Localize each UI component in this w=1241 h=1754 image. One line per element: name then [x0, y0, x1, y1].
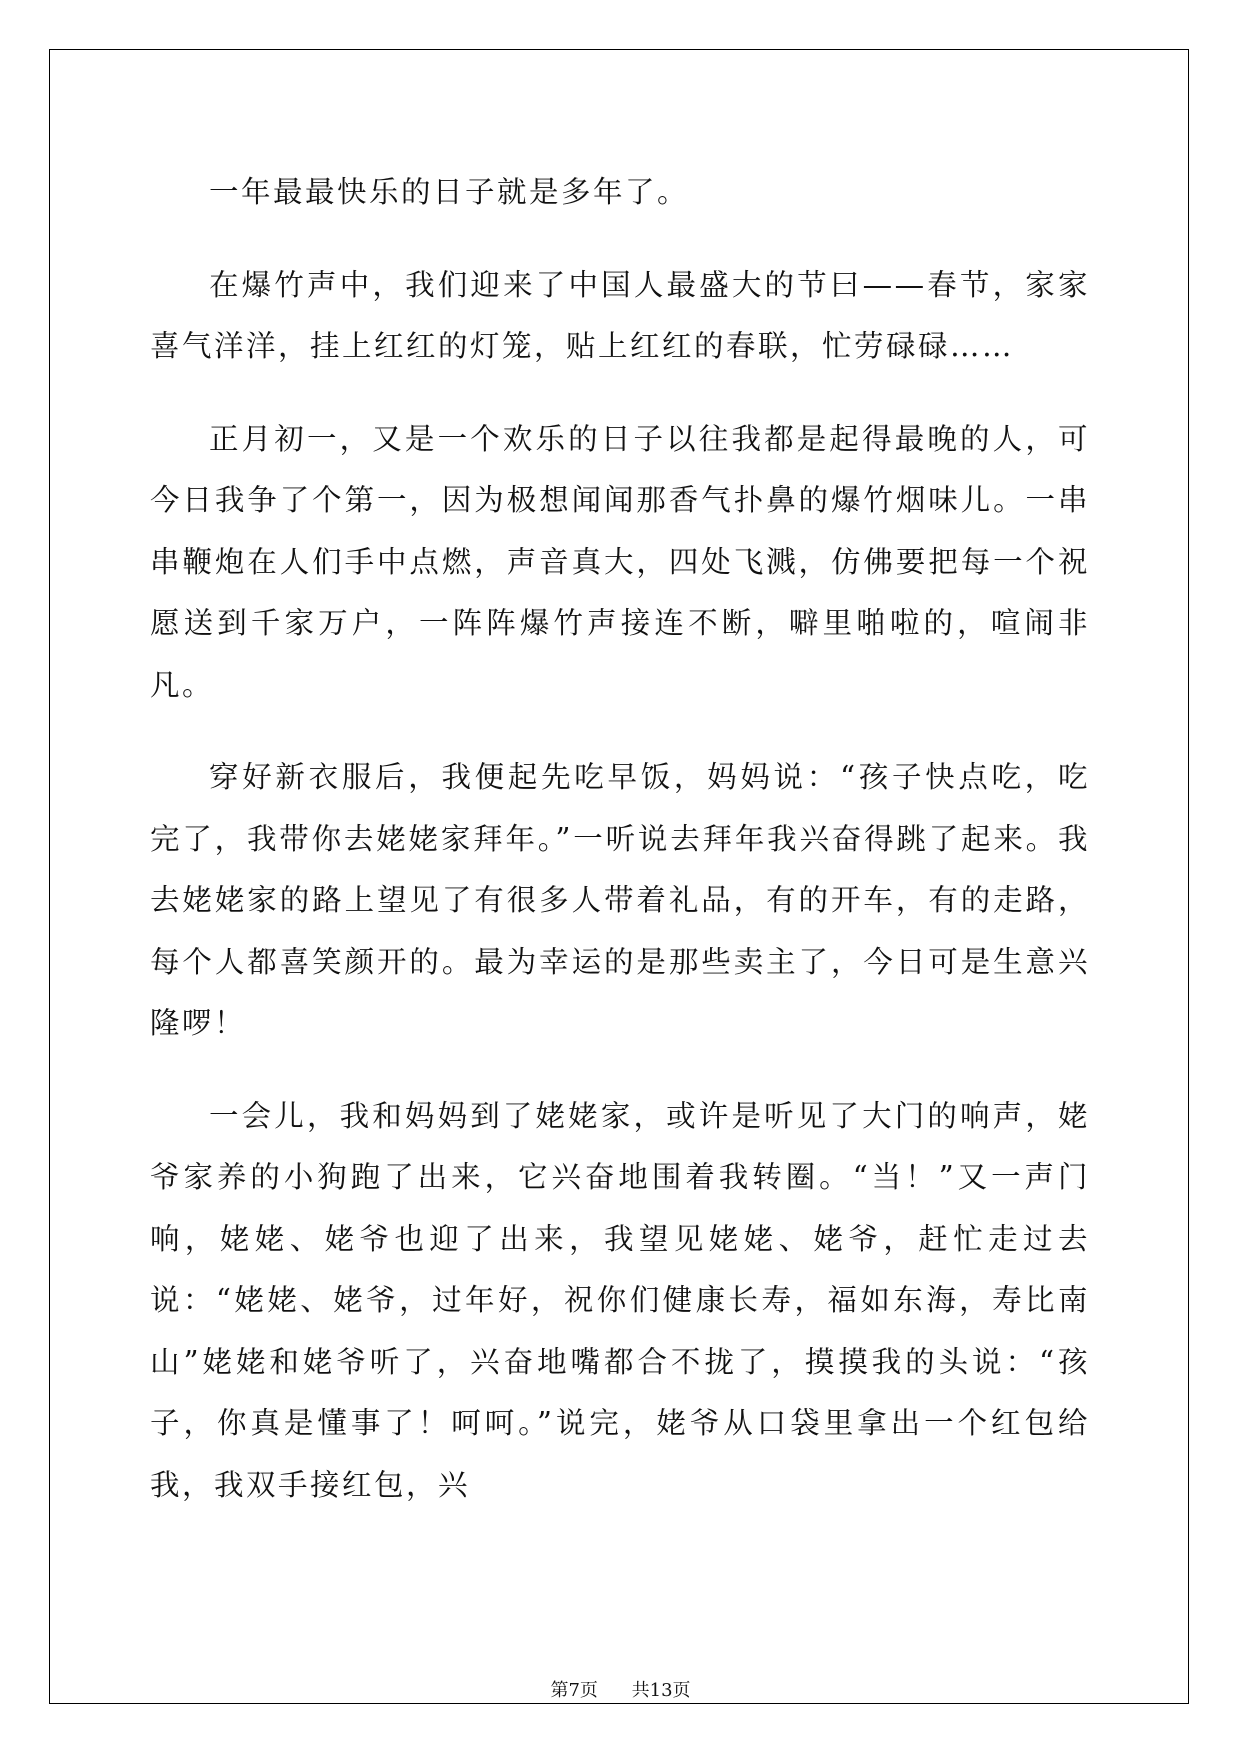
- paragraph: 正月初一，又是一个欢乐的日子以往我都是起得最晚的人，可今日我争了个第一，因为极想闻闻那香气扑鼻的爆竹烟味儿。一串串鞭炮在人们手中点燃，声音真大，四处飞溅，仿佛要把每一个祝愿送到千家万户，一阵阵爆竹声接连不断，噼里啪啦的，喧闹非凡。: [150, 421, 1090, 702]
- page-number: 第7页: [550, 1680, 598, 1701]
- paragraph: 一会儿，我和妈妈到了姥姥家，或许是听见了大门的响声，姥爷家养的小狗跑了出来，它兴奋地围着我转圈。“当！”又一声门响，姥姥、姥爷也迎了出来，我望见姥姥、姥爷，赶忙走过去说：“姥姥、姥爷，过年好，祝你们健康长寿，福如东海，寿比南山”姥姥和姥爷听了，兴奋地嘴都合不拢了，摸摸我的头说：“孩子，你真是懂事了！呵呵。”说完，姥爷从口袋里拿出一个红包给我，我双手接红包，兴: [150, 1098, 1090, 1502]
- paragraph: 一年最最快乐的日子就是多年了。: [209, 175, 690, 209]
- document-body: [150, 162, 1090, 1547]
- paragraph: 在爆竹声中，我们迎来了中国人最盛大的节曰——春节，家家喜气洋洋，挂上红红的灯笼，贴上红红的春联，忙劳碌碌……: [150, 267, 1090, 363]
- paragraph: 穿好新衣服后，我便起先吃早饭，妈妈说：“孩子快点吃，吃完了，我带你去姥姥家拜年。”一听说去拜年我兴奋得跳了起来。我去姥姥家的路上望见了有很多人带着礼品，有的开车，有的走路，每个人都喜笑颜开的。最为幸运的是那些卖主了，今日可是生意兴隆啰！: [150, 760, 1090, 1040]
- page-footer: [0, 1676, 1241, 1702]
- page-total: 共13页: [631, 1680, 691, 1701]
